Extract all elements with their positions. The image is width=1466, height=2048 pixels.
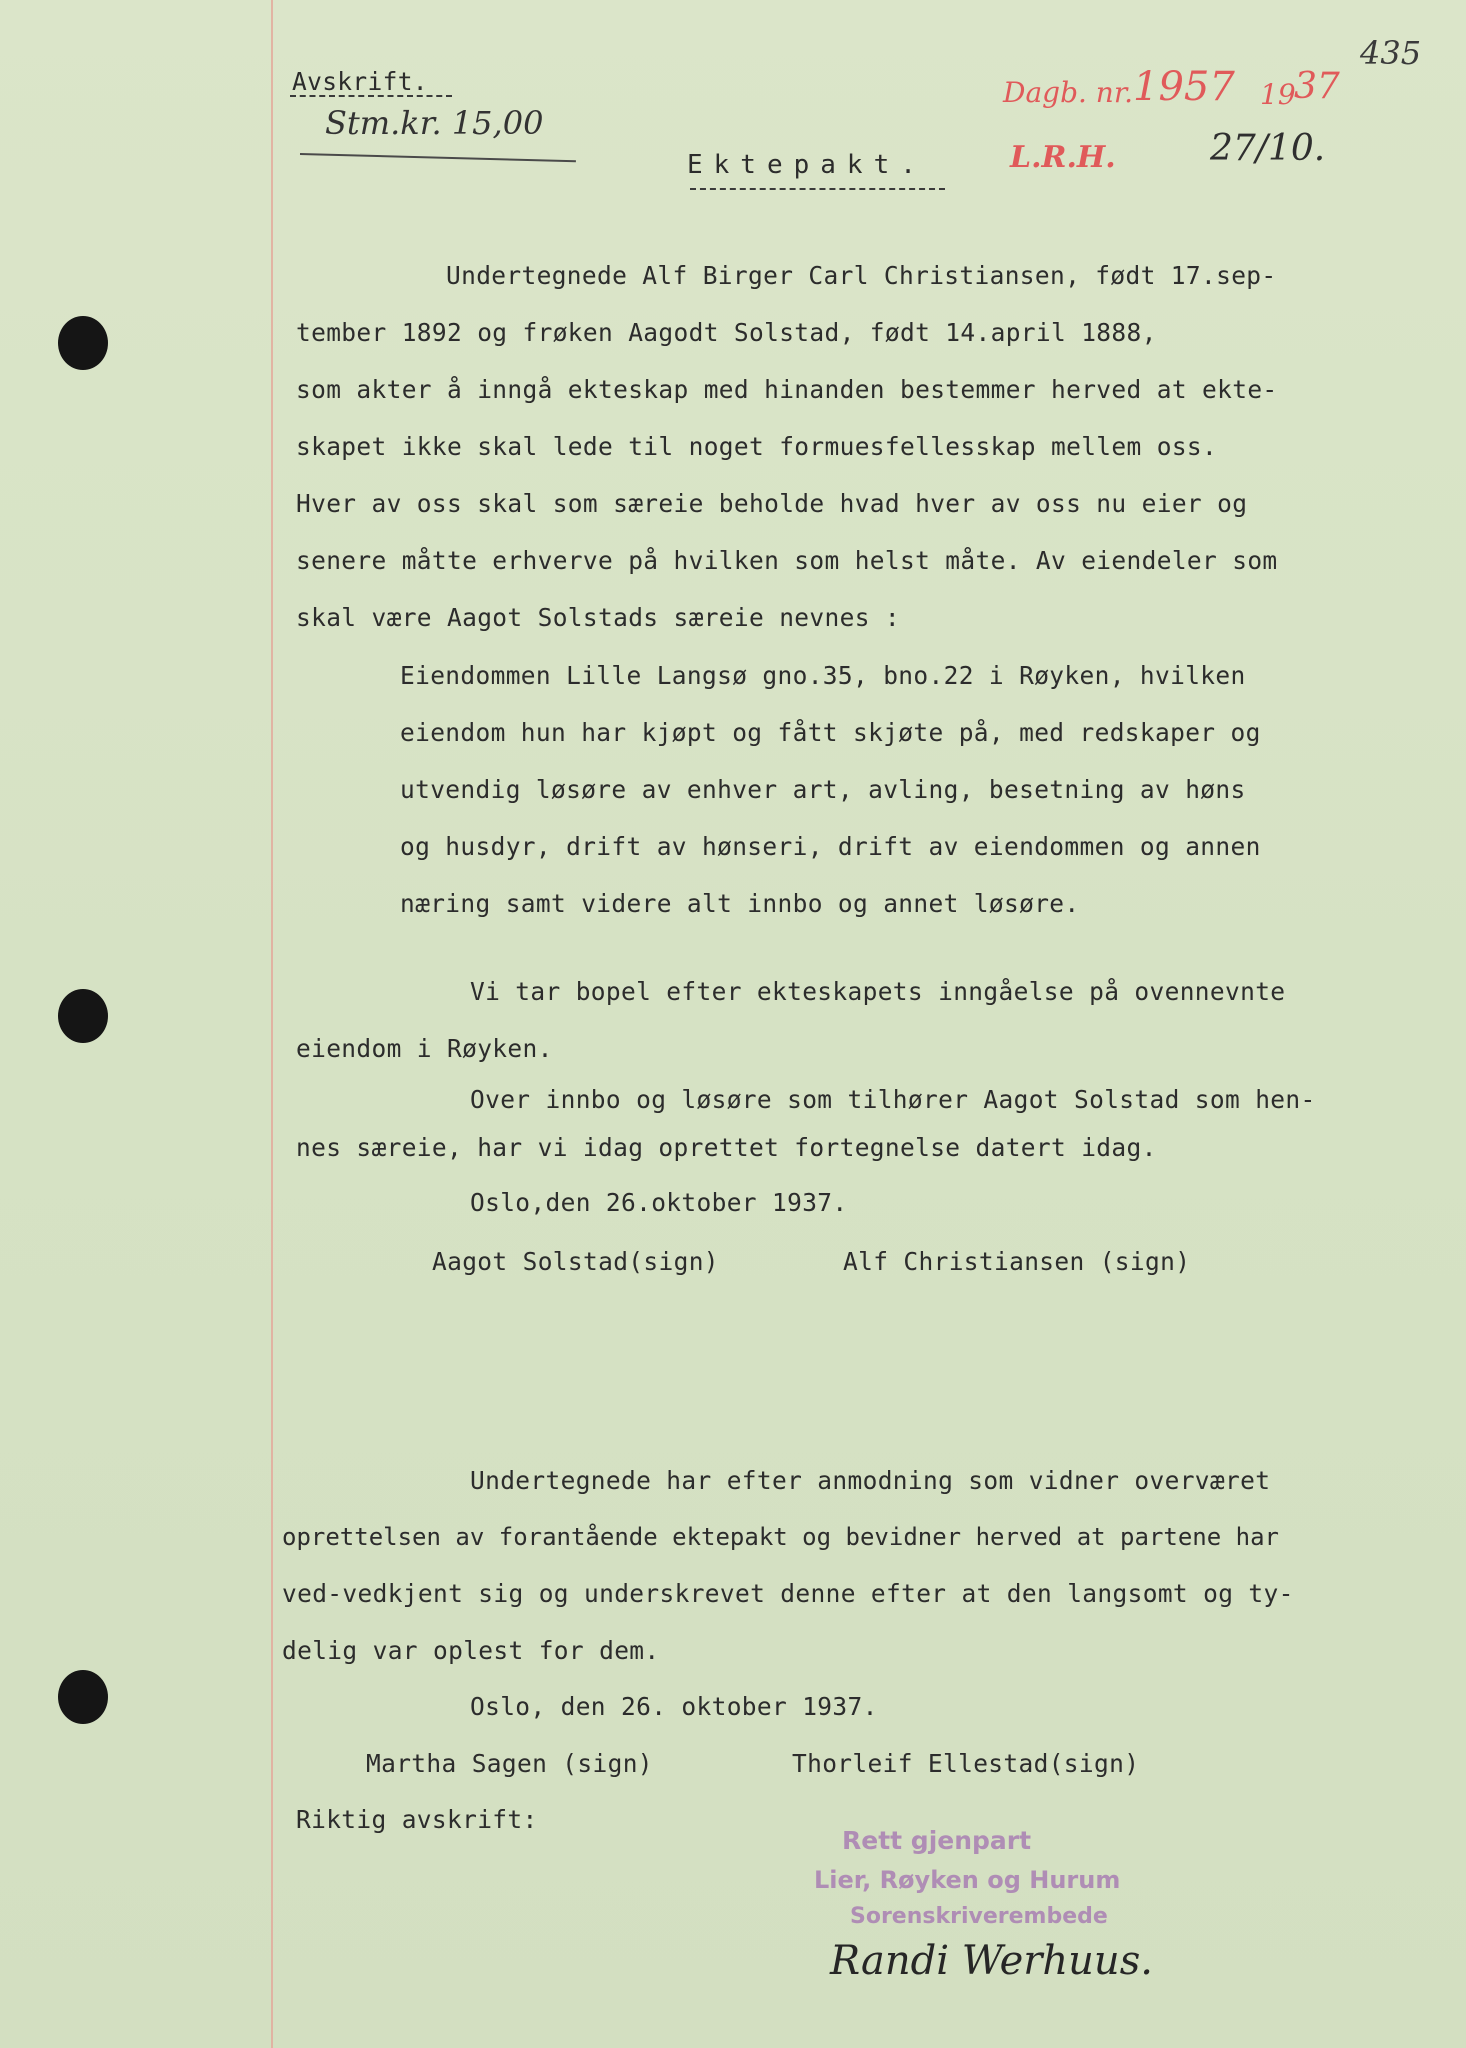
signature-line: Thorleif Ellestad(sign) bbox=[792, 1749, 1140, 1778]
registry-date: 27/10. bbox=[1210, 128, 1326, 169]
body-line: utvendig løsøre av enhver art, avling, besetning av høns bbox=[400, 775, 1246, 804]
body-line: tember 1892 og frøken Aagodt Solstad, født 14.april 1888, bbox=[296, 318, 1157, 347]
dagbok-number: 1957 bbox=[1133, 64, 1235, 110]
dagbok-year: 37 bbox=[1294, 66, 1340, 107]
body-line: nes særeie, har vi idag oprettet fortegnelse datert idag. bbox=[296, 1133, 1157, 1162]
signature-line: Martha Sagen (sign) bbox=[366, 1749, 653, 1778]
body-line: eiendom hun har kjøpt og fått skjøte på, med redskaper og bbox=[400, 718, 1261, 747]
avskrift-label: Avskrift. bbox=[292, 67, 428, 96]
place-date: Oslo, den 26. oktober 1937. bbox=[470, 1692, 878, 1721]
dagbok-year-prefix: 19 bbox=[1260, 78, 1296, 111]
registry-code: L.R.H. bbox=[1010, 140, 1116, 175]
punch-hole bbox=[58, 989, 108, 1043]
body-line: Vi tar bopel efter ekteskapets inngåelse på ovennevnte bbox=[470, 977, 1286, 1006]
avskrift-underline bbox=[290, 95, 452, 97]
fee-underline bbox=[300, 153, 576, 162]
margin-line bbox=[271, 0, 273, 2048]
place-date: Oslo,den 26.oktober 1937. bbox=[470, 1188, 848, 1217]
body-line: som akter å inngå ekteskap med hinanden bestemmer herved at ekte- bbox=[296, 375, 1278, 404]
dagbok-label: Dagb. nr. bbox=[1003, 76, 1134, 109]
page-number: 435 bbox=[1360, 34, 1422, 72]
title-underline bbox=[690, 188, 945, 190]
body-line: næring samt videre alt innbo og annet løsøre. bbox=[400, 889, 1080, 918]
body-line: skal være Aagot Solstads særeie nevnes : bbox=[296, 603, 901, 632]
body-line: Hver av oss skal som særeie beholde hvad hver av oss nu eier og bbox=[296, 489, 1248, 518]
riktig-avskrift: Riktig avskrift: bbox=[296, 1805, 538, 1834]
body-line: og husdyr, drift av hønseri, drift av eiendommen og annen bbox=[400, 832, 1261, 861]
body-line: Over innbo og løsøre som tilhører Aagot Solstad som hen- bbox=[470, 1085, 1316, 1114]
body-line: skapet ikke skal lede til noget formuesfellesskap mellem oss. bbox=[296, 432, 1218, 461]
punch-hole bbox=[58, 1670, 108, 1724]
body-line: eiendom i Røyken. bbox=[296, 1034, 553, 1063]
body-line: Undertegnede har efter anmodning som vidner overværet bbox=[470, 1466, 1271, 1495]
body-line: delig var oplest for dem. bbox=[282, 1636, 660, 1665]
body-line: ved-vedkjent sig og underskrevet denne efter at den langsomt og ty- bbox=[282, 1579, 1294, 1608]
body-line: senere måtte erhverve på hvilken som helst måte. Av eiendeler som bbox=[296, 546, 1278, 575]
body-line: Undertegnede Alf Birger Carl Christiansen, født 17.sep- bbox=[446, 261, 1277, 290]
signature-line: Aagot Solstad(sign) bbox=[432, 1247, 719, 1276]
handwritten-signature: Randi Werhuus. bbox=[830, 1938, 1153, 1984]
fee-note: Stm.kr. 15,00 bbox=[325, 104, 544, 142]
stamp-line: Rett gjenpart bbox=[842, 1826, 1032, 1855]
document-title: Ektepakt. bbox=[687, 150, 927, 180]
stamp-line: Sorenskriverembede bbox=[850, 1904, 1108, 1929]
signature-line: Alf Christiansen (sign) bbox=[843, 1247, 1191, 1276]
stamp-line: Lier, Røyken og Hurum bbox=[814, 1866, 1121, 1894]
punch-hole bbox=[58, 316, 108, 370]
body-line: Eiendommen Lille Langsø gno.35, bno.22 i Røyken, hvilken bbox=[400, 661, 1246, 690]
body-line: oprettelsen av forantående ektepakt og bevidner herved at partene har bbox=[282, 1523, 1279, 1551]
